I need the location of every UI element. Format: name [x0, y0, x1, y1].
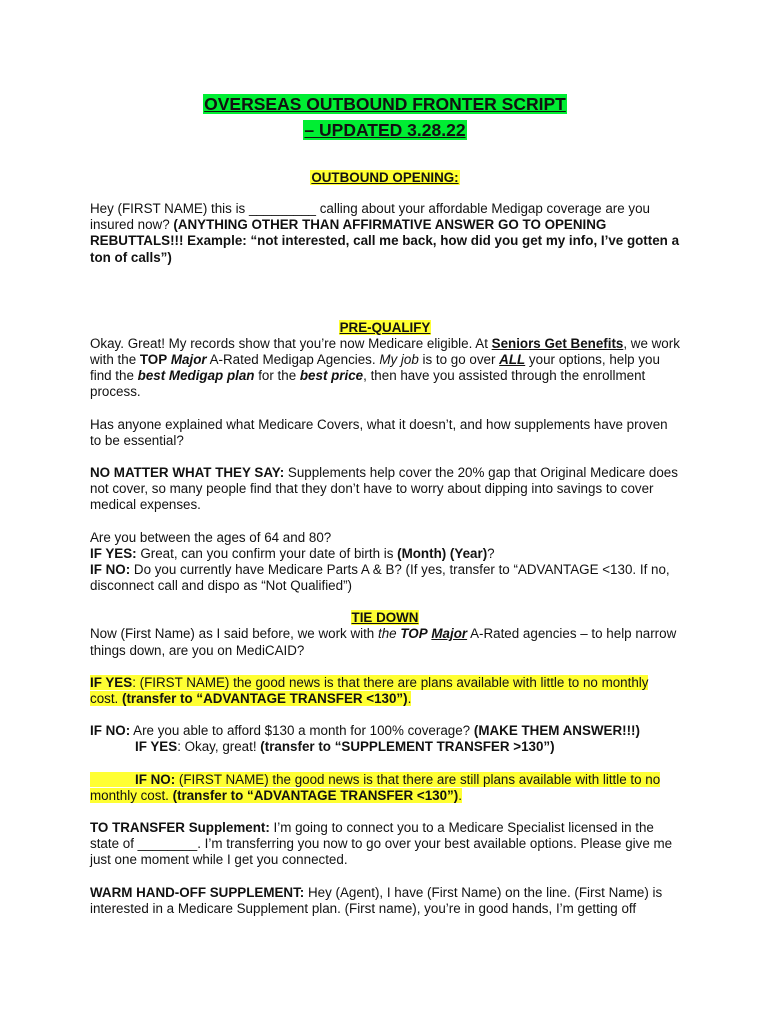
tie-down-heading: TIE DOWN — [351, 610, 419, 626]
age-if-yes: IF YES: Great, can you confirm your date of birth is (Month) (Year)? — [90, 545, 495, 561]
medicaid-if-yes: IF YES: (FIRST NAME) the good news is that there are plans available with little to no monthly cost. (transfer to “ADVANTAGE TRANSFER <130”). — [90, 674, 649, 707]
outbound-opening-heading: OUTBOUND OPENING: — [311, 170, 459, 185]
document-page — [90, 92, 680, 917]
warm-handoff-supplement: WARM HAND-OFF SUPPLEMENT: Hey (Agent), I have (First Name) on the line. (First Name) is interested in a Medicare Supplement plan. (First name), you’re in good hands, I’m getting off — [90, 884, 663, 916]
pre-qualify-heading: PRE-QUALIFY — [339, 319, 431, 335]
afford-if-yes: IF YES: Okay, great! (transfer to “SUPPLEMENT TRANSFER >130”) — [135, 739, 555, 755]
outbound-opening-text: Hey (FIRST NAME) this is _________ calling about your affordable Medigap coverage are you insured now? (ANYTHING OTHER THAN AFFIRMATIVE ANSWER GO TO OPENING REBUTTALS!!! Example: “not interested, call me back, how did you get my info, I’ve gotten a ton of calls”) — [90, 201, 680, 265]
age-if-no: IF NO: Do you currently have Medicare Parts A & B? (If yes, transfer to “ADVANTAGE <130. If no, disconnect call and dispo as “Not Qualified”) — [90, 562, 670, 594]
document-title — [90, 92, 680, 144]
transfer-supplement: TO TRANSFER Supplement: I’m going to connect you to a Medicare Specialist licensed in the state of ________. I’m transferring you now to go over your best available options. Please give me just one moment while I get you connected. — [90, 820, 673, 868]
pre-qualify-paragraph-3: NO MATTER WHAT THEY SAY: Supplements help cover the 20% gap that Original Medicare does not cover, so many people find that they don’t have to worry about dipping into savings to cover medical expenses. — [90, 465, 678, 513]
title-line-1: OVERSEAS OUTBOUND FRONTER SCRIPT — [204, 94, 566, 114]
title-line-2: – UPDATED 3.28.22 — [304, 120, 466, 140]
pre-qualify-paragraph-1: Okay. Great! My records show that you’re now Medicare eligible. At Seniors Get Benefits, we work with the TOP Major A-Rated Medigap Agencies. My job is to go over ALL your options, help you find the best Medigap plan for the best price, then have you assisted through the enrollment process. — [90, 335, 680, 400]
pre-qualify-paragraph-2: Has anyone explained what Medicare Covers, what it doesn’t, and how supplements have proven to be essential? — [90, 416, 668, 448]
age-question: Are you between the ages of 64 and 80? — [90, 529, 332, 545]
medicaid-if-no: IF NO: Are you able to afford $130 a month for 100% coverage? (MAKE THEM ANSWER!!!) — [90, 723, 640, 739]
afford-if-no: IF NO: (FIRST NAME) the good news is that there are still plans available with little to no monthly cost. (transfer to “ADVANTAGE TRANSFER <130”). — [90, 771, 661, 803]
tie-down-paragraph: Now (First Name) as I said before, we work with the TOP Major A-Rated agencies – to help narrow things down, are you on MediCAID? — [90, 626, 677, 658]
